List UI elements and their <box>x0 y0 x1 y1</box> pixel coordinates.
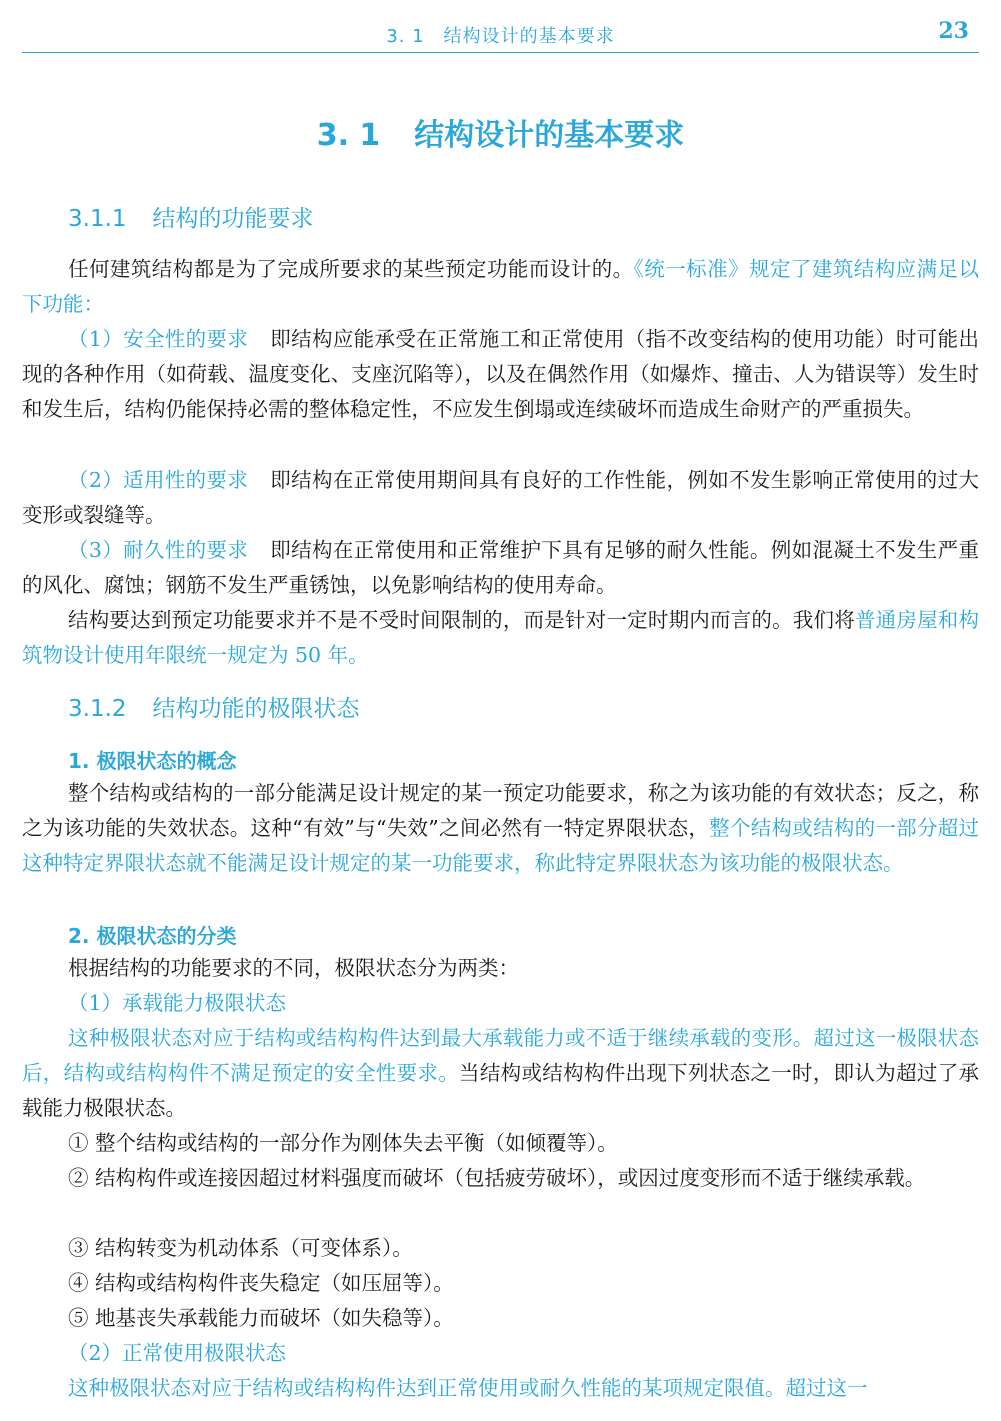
ultimate-highlight: 这种极限状态对应于结构或结构构件达到最大承载能力或不适于继续承载的变形。超过这一极限状态后，结构或结构构件不满足预定的安全性要求。 <box>22 1026 979 1086</box>
ultimate-list-item-2: ② 结构构件或连接因超过材料强度而破坏（包括疲劳破坏），或因过度变形而不适于继续承载。 <box>68 1166 926 1190</box>
ultimate-list-item-1: ① 整个结构或结构的一部分作为刚体失去平衡（如倾覆等）。 <box>68 1131 618 1155</box>
durability-requirement <box>22 533 979 603</box>
concept-highlight: 整个结构或结构的一部分超过这种特定界限状态就不能满足设计规定的某一功能要求，称此特定界限状态为该功能的极限状态。 <box>22 816 980 876</box>
ultimate-state-paragraph <box>22 1021 979 1127</box>
serviceability-state-paragraph: 这种极限状态对应于结构或结构构件达到正常使用或耐久性能的某项规定限值。超过这一 <box>68 1376 868 1400</box>
serviceability-text: 即结构在正常使用期间具有良好的工作性能，例如不发生影响正常使用的过大变形或裂缝等。 <box>22 468 979 528</box>
page-number: 23 <box>938 18 969 44</box>
design-life-text: 结构要达到预定功能要求并不是不受时间限制的，而是针对一定时期内而言的。我们将 <box>68 608 855 632</box>
section-title-text: 结构设计的基本要求 <box>414 118 685 153</box>
running-header <box>22 0 979 53</box>
concept-heading: 1. 极限状态的概念 <box>68 749 237 773</box>
subsection-number: 3.1.1 <box>68 206 127 232</box>
durability-label: （3）耐久性的要求 <box>68 538 249 562</box>
ultimate-list-item-5: ⑤ 地基丧失承载能力而破坏（如失稳等）。 <box>68 1306 454 1330</box>
intro-text: 任何建筑结构都是为了完成所要求的某些预定功能而设计的。 <box>68 257 634 281</box>
design-life-paragraph <box>22 603 979 673</box>
ultimate-state-heading: （1）承载能力极限状态 <box>68 991 287 1015</box>
intro-highlight: 《统一标准》规定了建筑结构应满足以下功能： <box>22 257 980 317</box>
classification-heading: 2. 极限状态的分类 <box>68 924 237 948</box>
subsection-heading-3-1-1 <box>68 200 314 233</box>
subsection-heading-3-1-2 <box>68 690 360 723</box>
durability-text: 即结构在正常使用和正常维护下具有足够的耐久性能。例如混凝土不发生严重的风化、腐蚀；钢筋不发生严重锈蚀，以免影响结构的使用寿命。 <box>22 538 979 598</box>
concept-text: 整个结构或结构的一部分能满足设计规定的某一预定功能要求，称之为该功能的有效状态；反之，称之为该功能的失效状态。这种“有效”与“失效”之间必然有一特定界限状态， <box>22 781 979 841</box>
subsection-title: 结构的功能要求 <box>152 206 314 232</box>
concept-paragraph <box>22 776 979 882</box>
subsection-title: 结构功能的极限状态 <box>152 696 360 722</box>
ultimate-list-item-4: ④ 结构或结构构件丧失稳定（如压屈等）。 <box>68 1271 454 1295</box>
section-number: 3. 1 <box>316 118 381 153</box>
intro-paragraph <box>22 252 979 322</box>
serviceability-requirement <box>22 463 979 533</box>
safety-requirement <box>22 322 979 428</box>
safety-label: （1）安全性的要求 <box>68 327 249 351</box>
subsection-number: 3.1.2 <box>68 696 127 722</box>
running-title: 3. 1 结构设计的基本要求 <box>386 26 615 47</box>
design-life-highlight: 普通房屋和构筑物设计使用年限统一规定为 50 年。 <box>22 608 979 668</box>
ultimate-list-item-3: ③ 结构转变为机动体系（可变体系）。 <box>68 1236 413 1260</box>
section-title <box>0 110 1001 154</box>
serviceability-label: （2）适用性的要求 <box>68 468 249 492</box>
ultimate-text: 当结构或结构构件出现下列状态之一时，即认为超过了承载能力极限状态。 <box>22 1061 980 1121</box>
safety-text: 即结构应能承受在正常施工和正常使用（指不改变结构的使用功能）时可能出现的各种作用（如荷载、温度变化、支座沉陷等），以及在偶然作用（如爆炸、撞击、人为错误等）发生时和发生后，结构仍能保持必需的整体稳定性，不应发生倒塌或连续破坏而造成生命财产的严重损失。 <box>22 327 979 422</box>
classification-intro: 根据结构的功能要求的不同，极限状态分为两类： <box>68 956 519 980</box>
serviceability-state-heading: （2）正常使用极限状态 <box>68 1341 287 1365</box>
